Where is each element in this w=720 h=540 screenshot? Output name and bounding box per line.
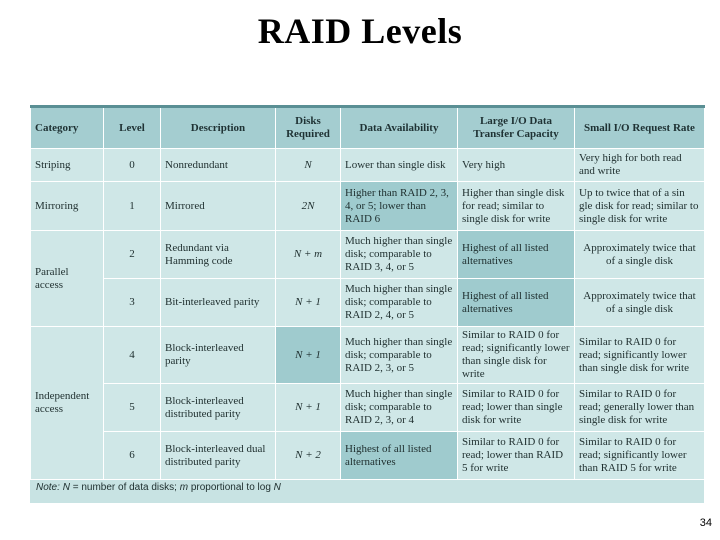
cell-availability: Highest of all listed alternatives xyxy=(341,432,458,480)
cell-description: Nonredundant xyxy=(161,149,276,182)
cell-description: Bit-interleaved parity xyxy=(161,279,276,327)
cell-description: Block-interleaved distributed parity xyxy=(161,384,276,432)
cell-large-io: Highest of all listed alternatives xyxy=(458,279,575,327)
cell-disks: N + 2 xyxy=(276,432,341,480)
cell-level: 1 xyxy=(104,182,161,231)
header-disks-required: Disks Required xyxy=(276,107,341,149)
cell-availability: Lower than single disk xyxy=(341,149,458,182)
cell-availability: Higher than RAID 2, 3, 4, or 5; lower than RAID 6 xyxy=(341,182,458,231)
cell-disks: N + 1 xyxy=(276,279,341,327)
cell-small-io: Similar to RAID 0 for read; significantly lower than single disk for write xyxy=(575,327,705,384)
header-data-availability: Data Availability xyxy=(341,107,458,149)
note-m: m xyxy=(179,482,189,493)
cell-disks: N + m xyxy=(276,231,341,279)
cell-level: 2 xyxy=(104,231,161,279)
cell-large-io: Very high xyxy=(458,149,575,182)
cell-large-io: Similar to RAID 0 for read; lower than single disk for write xyxy=(458,384,575,432)
slide-title: RAID Levels xyxy=(257,11,463,51)
cell-large-io: Higher than single disk for read; similar to single disk for write xyxy=(458,182,575,231)
cell-small-io: Approximately twice that of a single disk xyxy=(575,231,705,279)
cell-disks: 2N xyxy=(276,182,341,231)
raid-levels-table-container xyxy=(30,105,704,503)
cell-availability: Much higher than single disk; comparable to RAID 2, 3, or 4 xyxy=(341,384,458,432)
cell-level: 5 xyxy=(104,384,161,432)
cell-large-io: Similar to RAID 0 for read; lower than RAID 5 for write xyxy=(458,432,575,480)
cell-level: 3 xyxy=(104,279,161,327)
note-suffix: proportional to log xyxy=(188,482,274,493)
table-row xyxy=(31,231,705,279)
cell-level: 0 xyxy=(104,149,161,182)
table-row xyxy=(31,432,705,480)
cell-large-io: Highest of all listed alternatives xyxy=(458,231,575,279)
table-row xyxy=(31,279,705,327)
table-row xyxy=(31,149,705,182)
table-row xyxy=(31,327,705,384)
note-n: N xyxy=(62,482,70,493)
cell-description: Block-interleaved dual distributed parity xyxy=(161,432,276,480)
cell-description: Block-interleaved parity xyxy=(161,327,276,384)
cell-availability: Much higher than single disk; comparable to RAID 2, 3, or 5 xyxy=(341,327,458,384)
note-n2: N xyxy=(273,482,281,493)
cell-level: 6 xyxy=(104,432,161,480)
header-description: Description xyxy=(161,107,276,149)
header-category: Category xyxy=(31,107,104,149)
cell-category: Mirroring xyxy=(31,182,104,231)
header-large-io: Large I/O Data Transfer Capacity xyxy=(458,107,575,149)
header-level: Level xyxy=(104,107,161,149)
cell-small-io: Up to twice that of a sin gle disk for read; similar to single disk for write xyxy=(575,182,705,231)
table-note xyxy=(36,482,281,493)
cell-small-io: Similar to RAID 0 for read; significantly lower than RAID 5 for write xyxy=(575,432,705,480)
cell-small-io: Approximately twice that of a single disk xyxy=(575,279,705,327)
cell-small-io: Very high for both read and write xyxy=(575,149,705,182)
header-small-io: Small I/O Request Rate xyxy=(575,107,705,149)
cell-disks: N + 1 xyxy=(276,327,341,384)
table-header-row xyxy=(31,107,705,149)
table-row xyxy=(31,182,705,231)
cell-description: Mirrored xyxy=(161,182,276,231)
note-prefix: Note: xyxy=(36,482,60,493)
cell-disks: N + 1 xyxy=(276,384,341,432)
table-row xyxy=(31,384,705,432)
cell-category: Parallel access xyxy=(31,231,104,327)
slide-number: 34 xyxy=(699,517,712,529)
cell-description: Redundant via Hamming code xyxy=(161,231,276,279)
cell-level: 4 xyxy=(104,327,161,384)
raid-levels-table xyxy=(30,105,705,480)
cell-large-io: Similar to RAID 0 for read; significantly lower than single disk for write xyxy=(458,327,575,384)
cell-category: Striping xyxy=(31,149,104,182)
cell-disks: N xyxy=(276,149,341,182)
cell-availability: Much higher than single disk; comparable to RAID 2, 4, or 5 xyxy=(341,279,458,327)
cell-category: Independent access xyxy=(31,327,104,480)
cell-availability: Much higher than single disk; comparable to RAID 3, 4, or 5 xyxy=(341,231,458,279)
note-middle: = number of data disks; xyxy=(69,482,180,493)
cell-small-io: Similar to RAID 0 for read; generally lower than single disk for write xyxy=(575,384,705,432)
